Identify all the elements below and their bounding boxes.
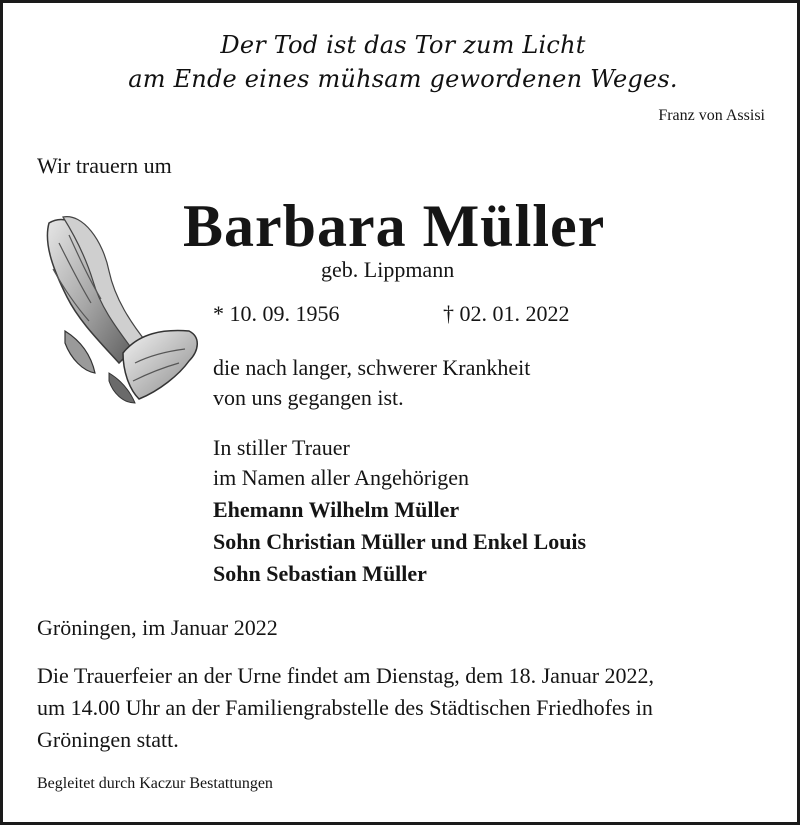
quote-line-2: am Ende eines mühsam gewordenen Weges. [128, 65, 678, 93]
praying-hands-icon [39, 213, 204, 409]
tribute-line-1: die nach langer, schwerer Krankheit [213, 355, 531, 380]
tribute-line-2: von uns gegangen ist. [213, 385, 404, 410]
birth-date: * 10. 09. 1956 [213, 301, 340, 326]
mourning-line-1: In stiller Trauer [213, 435, 350, 460]
funeral-line-1: Die Trauerfeier an der Urne findet am Dienstag, dem 18. Januar 2022, [37, 663, 655, 688]
funeral-line-3: Gröningen statt. [37, 727, 179, 752]
funeral-home-credit: Begleitet durch Kaczur Bestattungen [37, 775, 273, 792]
family-member-2: Sohn Christian Müller und Enkel Louis [213, 529, 587, 554]
maiden-name: geb. Lippmann [321, 257, 455, 282]
family-member-3: Sohn Sebastian Müller [213, 561, 427, 586]
death-date: † 02. 01. 2022 [443, 301, 570, 326]
funeral-line-2: um 14.00 Uhr an der Familiengrabstelle des Städtischen Friedhofes in [37, 695, 653, 720]
intro-text: Wir trauern um [37, 153, 172, 178]
quote-author: Franz von Assisi [658, 107, 765, 124]
deceased-name: Barbara Müller [183, 193, 606, 259]
mourning-line-2: im Namen aller Angehörigen [213, 465, 469, 490]
place-date: Gröningen, im Januar 2022 [37, 615, 278, 640]
quote-line-1: Der Tod ist das Tor zum Licht [220, 31, 586, 59]
family-member-1: Ehemann Wilhelm Müller [213, 497, 460, 522]
